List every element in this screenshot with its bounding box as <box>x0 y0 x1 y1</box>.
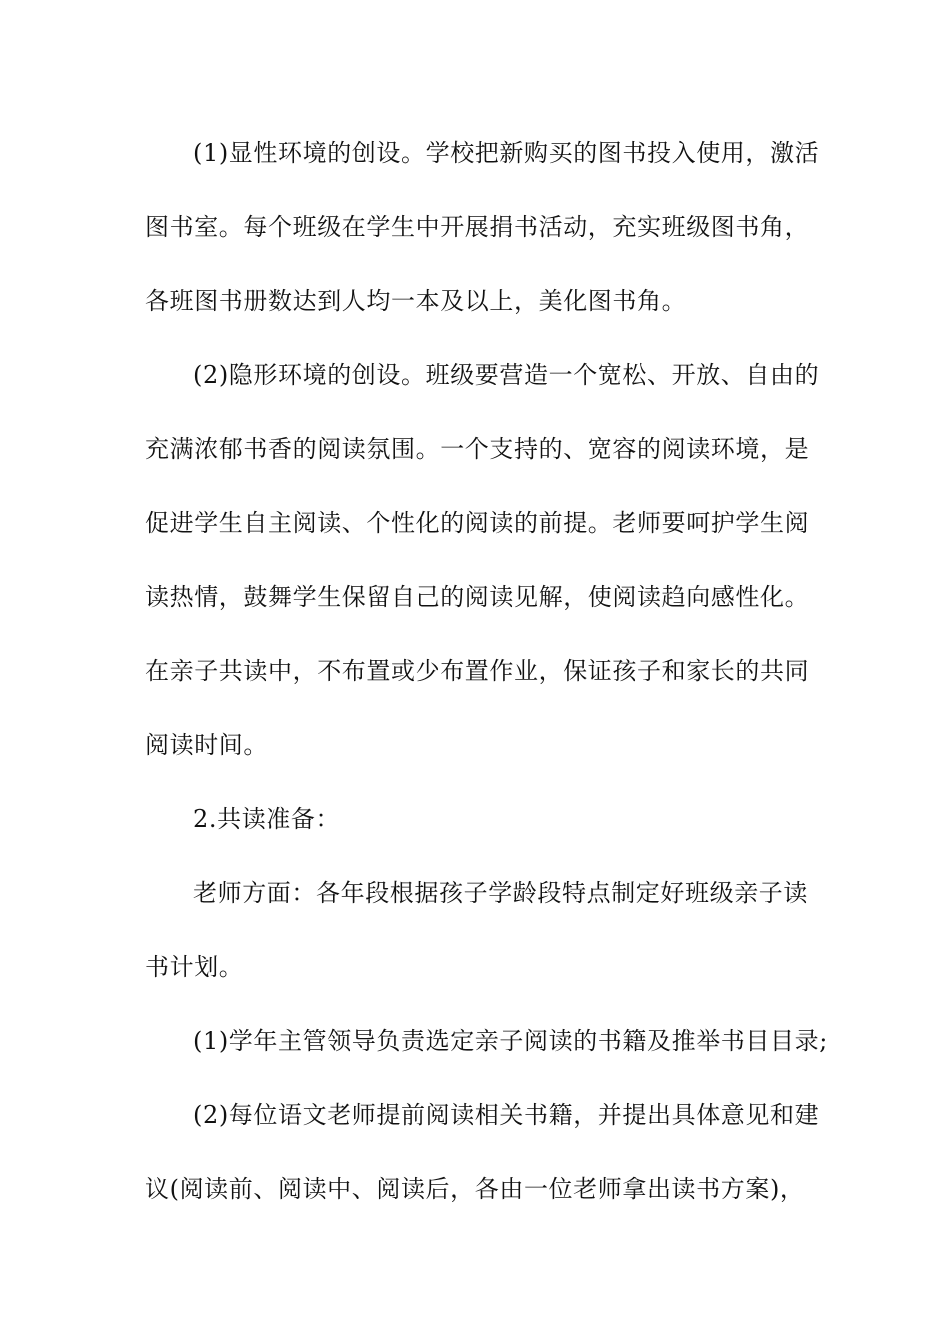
section-heading: 2.共读准备： <box>193 805 341 833</box>
paragraph-line: 促进学生自主阅读、个性化的阅读的前提。老师要呵护学生阅 <box>145 509 810 537</box>
paragraph-line: 各班图书册数达到人均一本及以上，美化图书角。 <box>145 287 687 315</box>
paragraph-line: (2)隐形环境的创设。班级要营造一个宽松、开放、自由的 <box>193 361 820 389</box>
paragraph-line: 充满浓郁书香的阅读氛围。一个支持的、宽容的阅读环境，是 <box>145 435 810 463</box>
paragraph-line: 图书室。每个班级在学生中开展捐书活动，充实班级图书角， <box>145 213 810 241</box>
paragraph-line: (1)学年主管领导负责选定亲子阅读的书籍及推举书目目录; <box>193 1027 828 1055</box>
paragraph-line: 在亲子共读中，不布置或少布置作业，保证孩子和家长的共同 <box>145 657 810 685</box>
paragraph-line: 书计划。 <box>145 953 244 981</box>
paragraph-line: 议(阅读前、阅读中、阅读后，各由一位老师拿出读书方案)， <box>145 1175 805 1203</box>
paragraph-line: 老师方面：各年段根据孩子学龄段特点制定好班级亲子读 <box>193 879 808 907</box>
paragraph-line: 读热情，鼓舞学生保留自己的阅读见解，使阅读趋向感性化。 <box>145 583 810 611</box>
paragraph-line: (2)每位语文老师提前阅读相关书籍，并提出具体意见和建 <box>193 1101 820 1129</box>
paragraph-line: (1)显性环境的创设。学校把新购买的图书投入使用，激活 <box>193 139 820 167</box>
paragraph-line: 阅读时间。 <box>145 731 268 759</box>
